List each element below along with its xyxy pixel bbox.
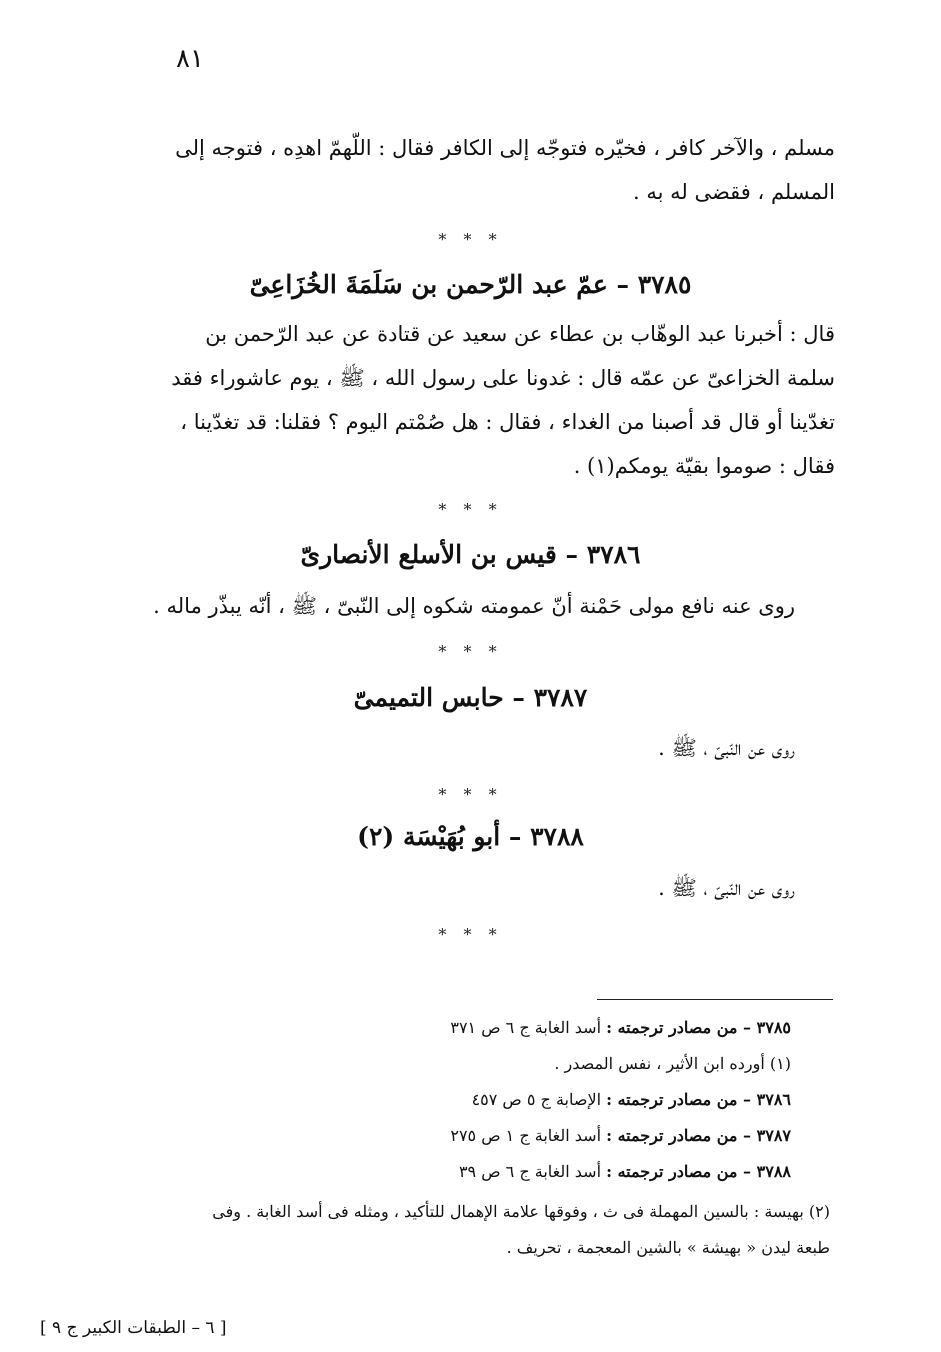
paragraph-line: روى عنه نافع مولى حَمْنة أنّ عمومته شكوه إلى النّبىّ ، ﷺ ، أنّه يبذّر ماله . [153, 594, 795, 618]
entry-heading-3788: ٣٧٨٨ – أبو بُهَيْسَة (٢) [357, 822, 584, 851]
paragraph-line: روى عن النّبىّ ، ﷺ . [658, 736, 795, 760]
paragraph-line: سلمة الخزاعىّ عن عمّه قال : غدونا على رسول الله ، ﷺ ، يوم عاشوراء فقد [171, 366, 835, 390]
paragraph-line: فقال : صوموا بقيّة يومكم(١) . [573, 454, 835, 478]
paragraph-line: المسلم ، فقضى له به . [632, 180, 835, 204]
footnote-source: أسد الغابة ج ٦ ص ٣٩ [458, 1162, 602, 1181]
footnote-label: ٣٧٨٦ – من مصادر ترجمته : [606, 1090, 791, 1109]
footnote-rule [597, 999, 833, 1000]
continuation-paragraph [140, 126, 835, 214]
entry-heading-3785: ٣٧٨٥ – عمّ عبد الرّحمن بن سَلَمَةَ الخُزَاعِىّ [249, 270, 692, 299]
footnote-sources-3787 [450, 1126, 791, 1145]
footnote-sources-3788 [459, 1162, 791, 1181]
page-number: ٨١ [176, 44, 204, 74]
footnote-source: أسد الغابة ج ١ ص ٢٧٥ [450, 1126, 602, 1145]
section-separator: * * * [438, 500, 503, 519]
entry-body-3786 [140, 584, 795, 628]
footnote-label: ٣٧٨٨ – من مصادر ترجمته : [606, 1162, 791, 1181]
entry-body-3787 [140, 726, 795, 770]
section-separator: * * * [438, 642, 503, 661]
footnote-source: أسد الغابة ج ٦ ص ٣٧١ [450, 1018, 602, 1037]
footnote-2-line-2: طبعة ليدن « بهيشة » بالشين المعجمة ، تحريف . [506, 1238, 830, 1257]
paragraph-line: روى عن النّبىّ ، ﷺ . [658, 876, 795, 900]
footnote-sources-3785 [450, 1018, 791, 1037]
paragraph-line: تغدّينا أو قال قد أصبنا من الغداء ، فقال : هل صُمْتم اليوم ؟ فقلنا: قد تغدّينا ، [180, 410, 835, 434]
footnote-source: الإصابة ج ٥ ص ٤٥٧ [471, 1090, 602, 1109]
page-footer-signature: [ ٦ – الطبقات الكبير ج ٩ ] [40, 1318, 227, 1338]
entry-body-3788 [140, 866, 795, 910]
paragraph-line: قال : أخبرنا عبد الوهّاب بن عطاء عن سعيد عن قتادة عن عبد الرّحمن بن [205, 322, 835, 346]
footnote-sources-3786 [472, 1090, 791, 1109]
footnote-2-line-1: (٢) بهيسة : بالسين المهملة فى ث ، وفوقها علامة الإهمال للتأكيد ، ومثله فى أسد الغابة . وفى [212, 1202, 830, 1221]
section-separator: * * * [438, 785, 503, 804]
section-separator: * * * [438, 925, 503, 944]
footnote-1: (١) أورده ابن الأثير ، نفس المصدر . [554, 1054, 791, 1073]
footnote-label: ٣٧٨٧ – من مصادر ترجمته : [606, 1126, 791, 1145]
entry-heading-3786: ٣٧٨٦ – قيس بن الأسلع الأنصارىّ [300, 540, 641, 569]
entry-heading-3787: ٣٧٨٧ – حابس التميمىّ [353, 683, 588, 712]
footnote-label: ٣٧٨٥ – من مصادر ترجمته : [606, 1018, 791, 1037]
section-separator: * * * [438, 230, 503, 249]
paragraph-line: مسلم ، والآخر كافر ، فخيّره فتوجّه إلى الكافر فقال : اللّهمّ اهدِه ، فتوجه إلى [175, 136, 835, 160]
entry-body-3785 [140, 312, 835, 488]
